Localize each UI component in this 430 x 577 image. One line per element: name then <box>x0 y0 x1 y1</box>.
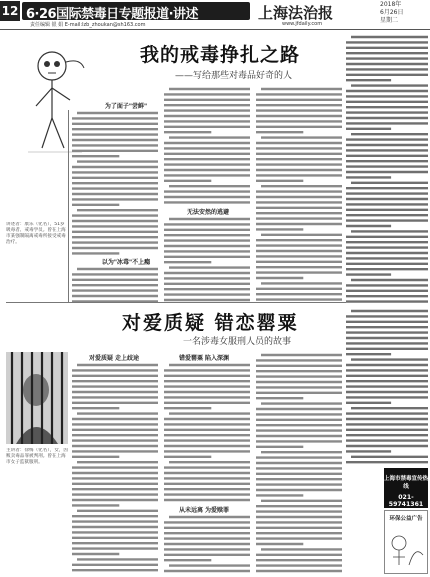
story2-section-3: 从未远离 为爱赎罪 <box>178 507 230 514</box>
story2-section-2: 错爱罂粟 陷入深渊 <box>178 355 230 362</box>
public-ad-title: 环保公益广告 <box>389 516 423 522</box>
story2-text-col-2b <box>164 514 250 574</box>
date-year: 2018年 <box>380 1 402 8</box>
page-number: 12 <box>0 1 20 21</box>
story2-headline: 对爱质疑 错恋罂粟 <box>122 312 299 334</box>
public-ad-illustration <box>385 525 427 571</box>
story2-text-col-1 <box>72 362 158 574</box>
hotline-ad <box>384 468 428 508</box>
story1-caption: 讲述者：康乐（化名），51岁吸毒者、戒毒学员。曾在上海市某强制隔离戒毒所接受戒毒治疗。 <box>6 222 66 245</box>
story1-text-col-2 <box>164 86 250 204</box>
header-rule <box>0 29 430 30</box>
story1-section-1: 为了面子"尝鲜" <box>104 103 148 110</box>
story2-caption: 主讲者：徐梅（化名），女，因贩卖毒品罪被判刑。曾在上海市女子监狱服刑。 <box>6 448 68 465</box>
story1-text-col-3 <box>256 86 342 304</box>
story2-text-col-2 <box>164 362 250 502</box>
hotline-title: 上海市禁毒宣传热线 <box>384 476 429 490</box>
story-divider <box>6 302 346 303</box>
story2-section-1: 对爱质疑 走上歧途 <box>88 355 140 362</box>
newspaper-logo: 上海法治报 <box>258 4 334 22</box>
listing-column <box>346 34 428 304</box>
story1-subheadline: ——写给那些对毒品好奇的人 <box>175 71 293 81</box>
story2-subheadline: 一名涉毒女服刑人员的故事 <box>183 337 292 347</box>
story1-headline: 我的戒毒挣扎之路 <box>140 44 301 66</box>
issue-date <box>380 1 426 25</box>
story1-text-col-1b <box>72 266 158 306</box>
story1-section-2: 以为"冰毒"不上瘾 <box>101 259 151 266</box>
story1-section-3: 无法安然的逃避 <box>186 209 229 216</box>
column-divider <box>68 110 69 302</box>
section-title: 6·26国际禁毒日专题报道·讲述 <box>26 7 199 22</box>
date-day: 6月26日 <box>380 9 404 16</box>
hotline-number: 021-59741361 <box>388 494 424 508</box>
story1-text-col-1 <box>72 110 158 256</box>
date-weekday: 星期二 <box>380 17 399 24</box>
editor-line: 责任编辑 银 娟 E-mail:lzb_zhoukan@sh163.com <box>30 22 146 28</box>
public-service-ad <box>384 510 428 574</box>
story2-photo <box>6 352 68 444</box>
listing-column-lower <box>346 308 428 466</box>
website-url: www.jfdaily.com <box>282 21 323 27</box>
story2-text-col-3 <box>256 352 342 574</box>
story1-text-col-2b <box>164 216 250 306</box>
